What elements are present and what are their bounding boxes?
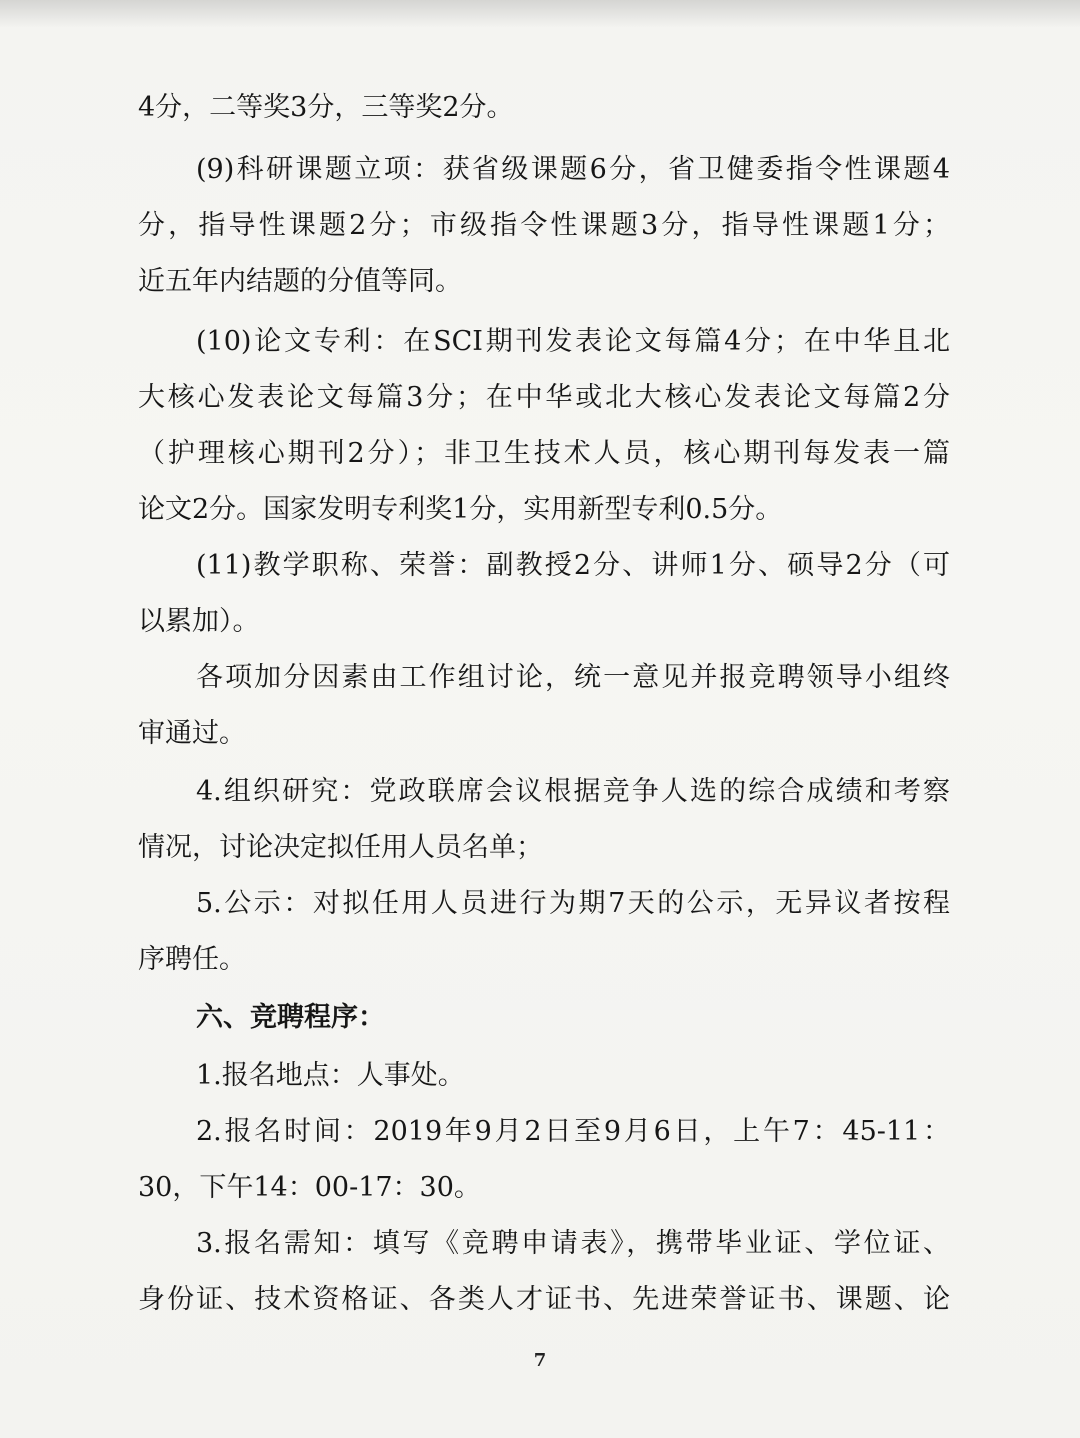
text-line-14: 情况，讨论决定拟任用人员名单； — [138, 832, 543, 863]
text-line-7: （护理核心期刊2分）；非卫生技术人员，核心期刊每发表一篇 — [138, 438, 950, 469]
text-line-5: (10)论文专利：在SCI期刊发表论文每篇4分；在中华且北 — [196, 326, 951, 357]
text-line-10: 以累加）。 — [138, 606, 260, 637]
text-line-15: 5.公示：对拟任用人员进行为期7天的公示，无异议者按程 — [196, 888, 950, 919]
text-line-8: 论文2分。国家发明专利奖1分，实用新型专利0.5分。 — [138, 494, 783, 525]
text-line-6: 大核心发表论文每篇3分；在中华或北大核心发表论文每篇2分 — [138, 382, 950, 413]
text-line-2: (9)科研课题立项：获省级课题6分，省卫健委指令性课题4 — [196, 154, 950, 185]
text-line-13: 4.组织研究：党政联席会议根据竞争人选的综合成绩和考察 — [196, 776, 950, 807]
text-line-4: 近五年内结题的分值等同。 — [138, 266, 462, 297]
text-line-11: 各项加分因素由工作组讨论，统一意见并报竞聘领导小组终 — [196, 662, 950, 693]
text-line-9: (11)教学职称、荣誉：副教授2分、讲师1分、硕导2分（可 — [196, 550, 950, 581]
text-line-18: 1.报名地点：人事处。 — [196, 1060, 465, 1091]
text-line-16: 序聘任。 — [138, 944, 246, 975]
text-line-12: 审通过。 — [138, 718, 246, 749]
text-line-22: 身份证、技术资格证、各类人才证书、先进荣誉证书、课题、论 — [138, 1284, 950, 1315]
page-number: 7 — [533, 1350, 547, 1371]
section-heading: 六、竞聘程序： — [196, 1002, 385, 1033]
scan-top-shadow — [0, 0, 1080, 28]
text-line-1: 4分，二等奖3分，三等奖2分。 — [138, 92, 514, 123]
text-line-19: 2.报名时间：2019年9月2日至9月6日，上午7：45-11： — [196, 1116, 950, 1147]
text-line-21: 3.报名需知：填写《竞聘申请表》，携带毕业证、学位证、 — [196, 1228, 950, 1259]
text-line-3: 分，指导性课题2分；市级指令性课题3分，指导性课题1分； — [138, 210, 950, 241]
text-line-20: 30，下午14：00-17：30。 — [138, 1172, 481, 1203]
